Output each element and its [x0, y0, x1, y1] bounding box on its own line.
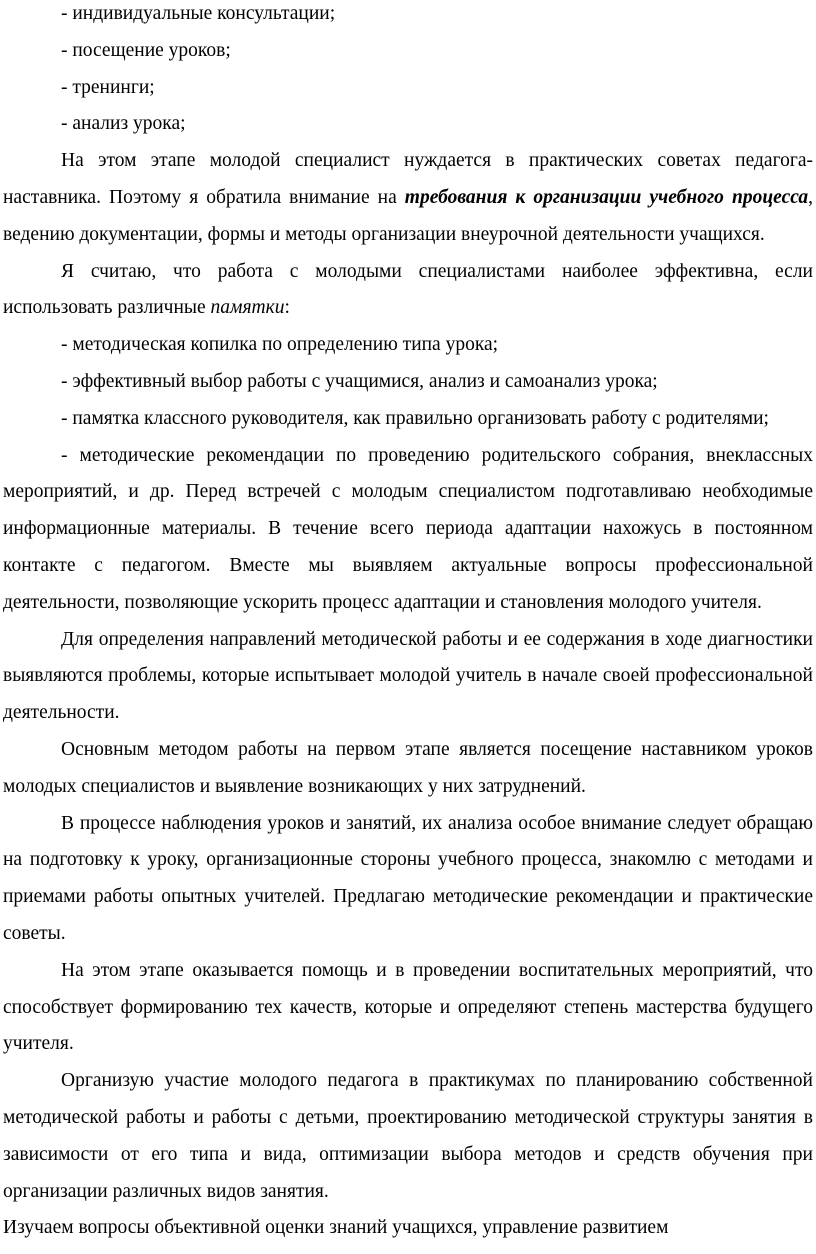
paragraph-requirements: [3, 143, 813, 253]
emphasis-text: памятки: [210, 297, 285, 319]
list-item: - памятка классного руководителя, как правильно организовать работу с родителями;: [61, 407, 769, 429]
emphasis-text: требования к организации учебного процесса: [404, 186, 809, 208]
paragraph-main-method: Основным методом работы на первом этапе является посещение наставником уроков молодых специалистов и выявление возникающих у них затруднений.: [3, 738, 813, 797]
document-body: [3, 0, 813, 1242]
paragraph-recommendations: - методические рекомендации по проведению родительского собрания, внеклассных мероприятий, и др. Перед встречей с молодым специалистом подготавливаю необходимые информационные материалы. В течение всего периода адаптации нахожусь в постоянном контакте с педагогом. Вместе мы выявляем актуальные вопросы профессиональной деятельности, позволяющие ускорить процесс адаптации и становления молодого учителя.: [3, 444, 813, 613]
paragraph-diagnostics: Для определения направлений методической работы и ее содержания в ходе диагностики выявляются проблемы, которые испытывает молодой учитель в начале своей профессиональной деятельности.: [3, 628, 813, 724]
list-item: - посещение уроков;: [61, 39, 231, 61]
paragraph-text: , ведению документации, формы и методы организации внеурочной деятельности учащихся.: [3, 186, 813, 245]
paragraph-assistance: На этом этапе оказывается помощь и в проведении воспитательных мероприятий, что способствует формированию тех качеств, которые и определяют степень мастерства будущего учителя.: [3, 959, 813, 1055]
paragraph-assessment: Изучаем вопросы объективной оценки знаний учащихся, управление развитием: [3, 1217, 669, 1239]
list-item: - методическая копилка по определению типа урока;: [61, 334, 499, 356]
paragraph-text: Я считаю, что работа с молодыми специалистами наиболее эффективна, если использовать различные: [3, 260, 813, 319]
paragraph-workshops: Организую участие молодого педагога в практикумах по планированию собственной методической работы и работы с детьми, проектированию методической структуры занятия в зависимости от его типа и вида, оптимизации выбора методов и средств обучения при организации различных видов занятия.: [3, 1070, 813, 1202]
paragraph-memos: [3, 254, 813, 328]
list-item: - индивидуальные консультации;: [61, 3, 336, 24]
list-item: - анализ урока;: [61, 113, 186, 135]
paragraph-text: На этом этапе молодой специалист нуждается в практических советах педагога-наставника. Поэтому я обратила внимание на: [3, 150, 813, 208]
paragraph-text: :: [284, 297, 290, 319]
list-item: - тренинги;: [61, 76, 155, 98]
paragraph-observation: В процессе наблюдения уроков и занятий, их анализа особое внимание следует обращаю на подготовку к уроку, организационные стороны учебного процесса, знакомлю с методами и приемами работы опытных учителей. Предлагаю методические рекомендации и практические советы.: [3, 812, 813, 944]
list-item: - эффективный выбор работы с учащимися, анализ и самоанализ урока;: [61, 370, 658, 392]
